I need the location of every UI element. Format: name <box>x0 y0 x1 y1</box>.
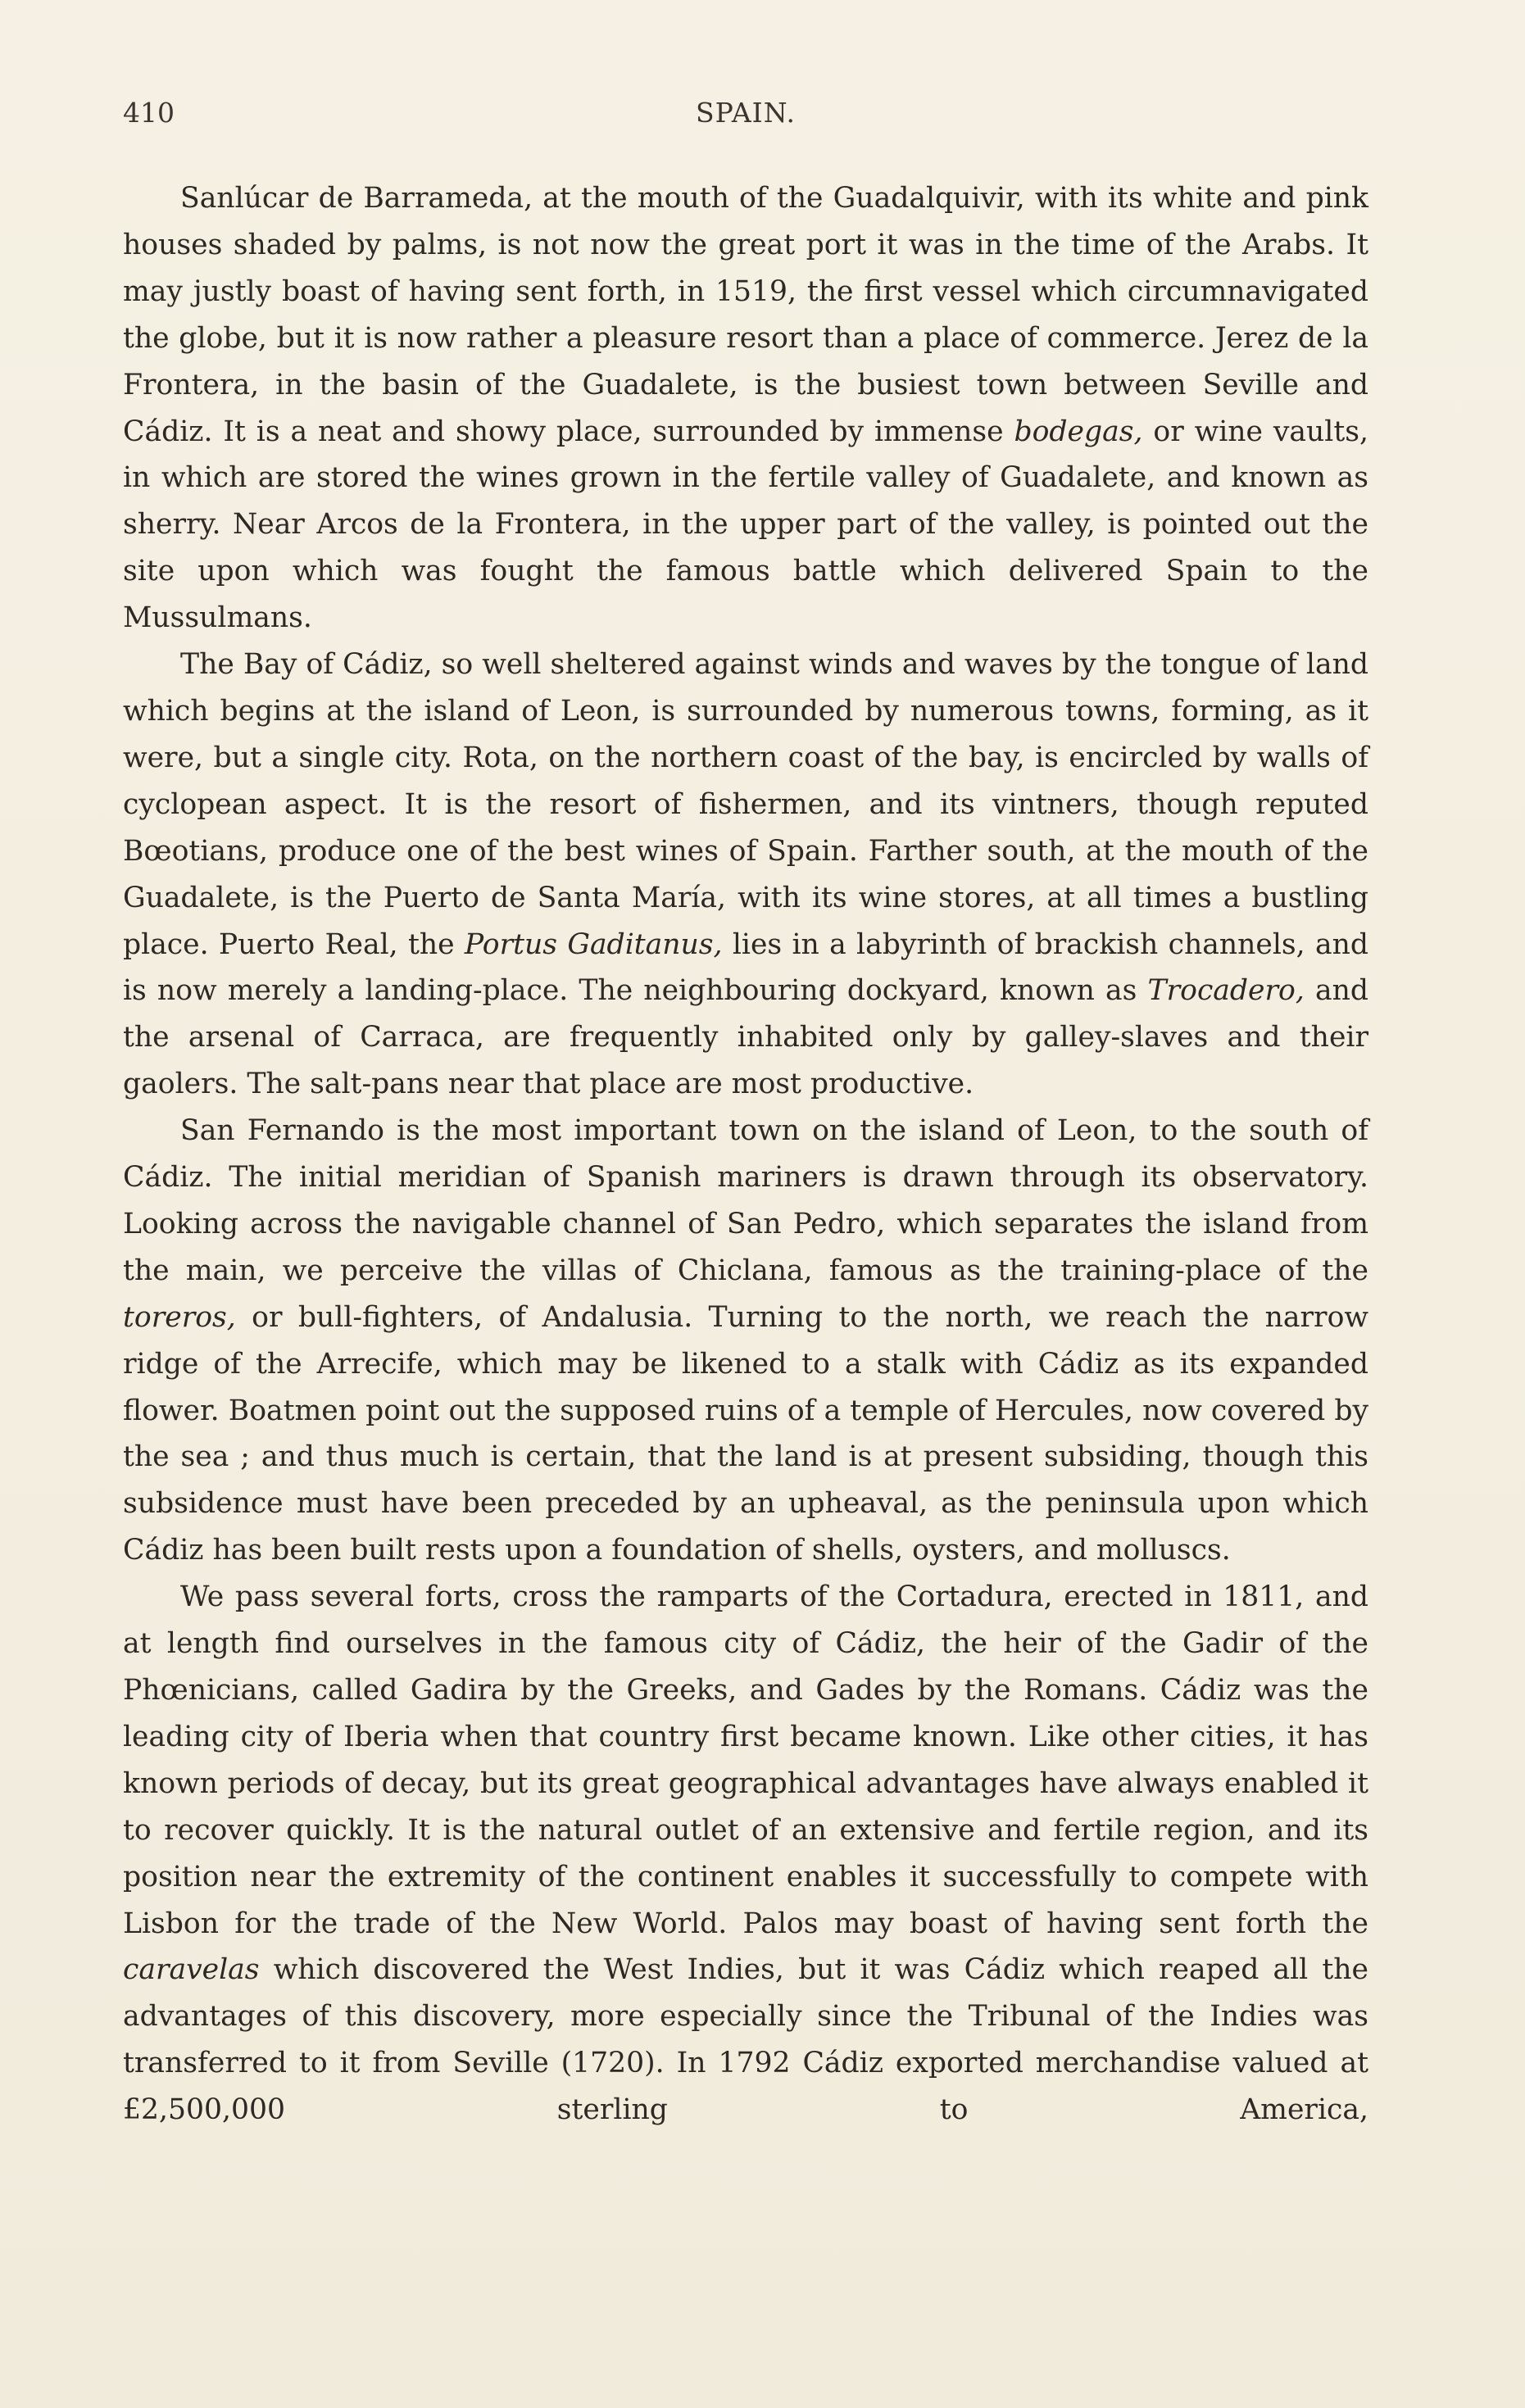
text-run: lies in a labyrinth of brackish channels, and is now merely a landing-place. The neighbouring dockyard, known as <box>123 927 1368 1008</box>
paragraph-bay-of-cadiz <box>123 642 1368 1108</box>
text-run: Sanlúcar de Barrameda, at the mouth of the Guadalquivir, with its white and pink houses shaded by palms, is not now the great port it was in the time of the Arabs. It may justly boast of having sent forth, in 1519, the first vessel which circumnavigated the globe, but it is now rather a pleasure resort than a place of commerce. Jerez de la Frontera, in the basin of the Guadalete, is the busiest town between Seville and Cádiz. It is a neat and showy place, surrounded by immense <box>123 182 1368 448</box>
running-head: SPAIN. <box>696 97 796 129</box>
page-number: 410 <box>123 97 175 129</box>
text-run: The Bay of Cádiz, so well sheltered against winds and waves by the tongue of land which begins at the island of Leon, is surrounded by numerous towns, forming, as it were, but a single city. Rota, on the northern coast of the bay, is encircled by walls of cyclopean aspect. It is the resort of fishermen, and its vintners, though reputed Bœotians, produce one of the best wines of Spain. Farther south, at the mouth of the Guadalete, is the Puerto de Santa María, with its wine stores, at all times a bustling place. Puerto Real, the <box>123 648 1368 961</box>
text-run: which discovered the West Indies, but it was Cádiz which reaped all the advantages of this discovery, more especially since the Tribunal of the Indies was transferred to it from Seville (1720). In 1792 Cádiz exported merchandise valued at £2,500,000 sterling to America, <box>123 1953 1368 2127</box>
italic-term-portus-gaditanus: Portus Gaditanus, <box>464 927 723 961</box>
paragraph-cadiz-city <box>123 1574 1368 2134</box>
italic-term-trocadero: Trocadero, <box>1147 974 1305 1008</box>
body-text <box>123 175 1368 2134</box>
text-run: We pass several forts, cross the ramparts of the Cortadura, erected in 1811, and at length find ourselves in the famous city of Cádiz, the heir of the Gadir of the Phœnicians, called Gadira by the Greeks, and Gades by the Romans. Cádiz was the leading city of Iberia when that country first became known. Like other cities, it has known periods of decay, but its great geographical advantages have always enabled it to recover quickly. It is the natural outlet of an extensive and fertile region, and its position near the extremity of the continent enables it successfully to compete with Lisbon for the trade of the New World. Palos may boast of having sent forth the <box>123 1580 1368 1940</box>
paragraph-san-fernando <box>123 1108 1368 1574</box>
text-run: or wine vaults, in which are stored the wines grown in the fertile valley of Guadalete, and known as sherry. Near Arcos de la Frontera, in the upper part of the valley, is pointed out the site upon which was fought the famous battle which delivered Spain to the Mussulmans. <box>123 415 1368 635</box>
text-run: San Fernando is the most important town on the island of Leon, to the south of Cádiz. The initial meridian of Spanish mariners is drawn through its observatory. Looking across the navigable channel of San Pedro, which separates the island from the main, we perceive the villas of Chiclana, famous as the training-place of the <box>123 1114 1368 1287</box>
paragraph-sanlucar <box>123 175 1368 642</box>
italic-term-caravelas: caravelas <box>123 1953 260 1987</box>
text-run: or bull-fighters, of Andalusia. Turning to the north, we reach the narrow ridge of the Arrecife, which may be likened to a stalk with Cádiz as its expanded flower. Boatmen point out the supposed ruins of a temple of Hercules, now covered by the sea ; and thus much is certain, that the land is at present subsiding, though this subsidence must have been preceded by an upheaval, as the peninsula upon which Cádiz has been built rests upon a foundation of shells, oysters, and molluscs. <box>123 1300 1368 1567</box>
italic-term-toreros: toreros, <box>123 1300 236 1334</box>
page-header <box>123 97 1368 146</box>
text-run: and the arsenal of Carraca, are frequently inhabited only by galley-slaves and their gaolers. The salt-pans near that place are most productive. <box>123 974 1368 1101</box>
italic-term-bodegas: bodegas, <box>1014 415 1143 448</box>
